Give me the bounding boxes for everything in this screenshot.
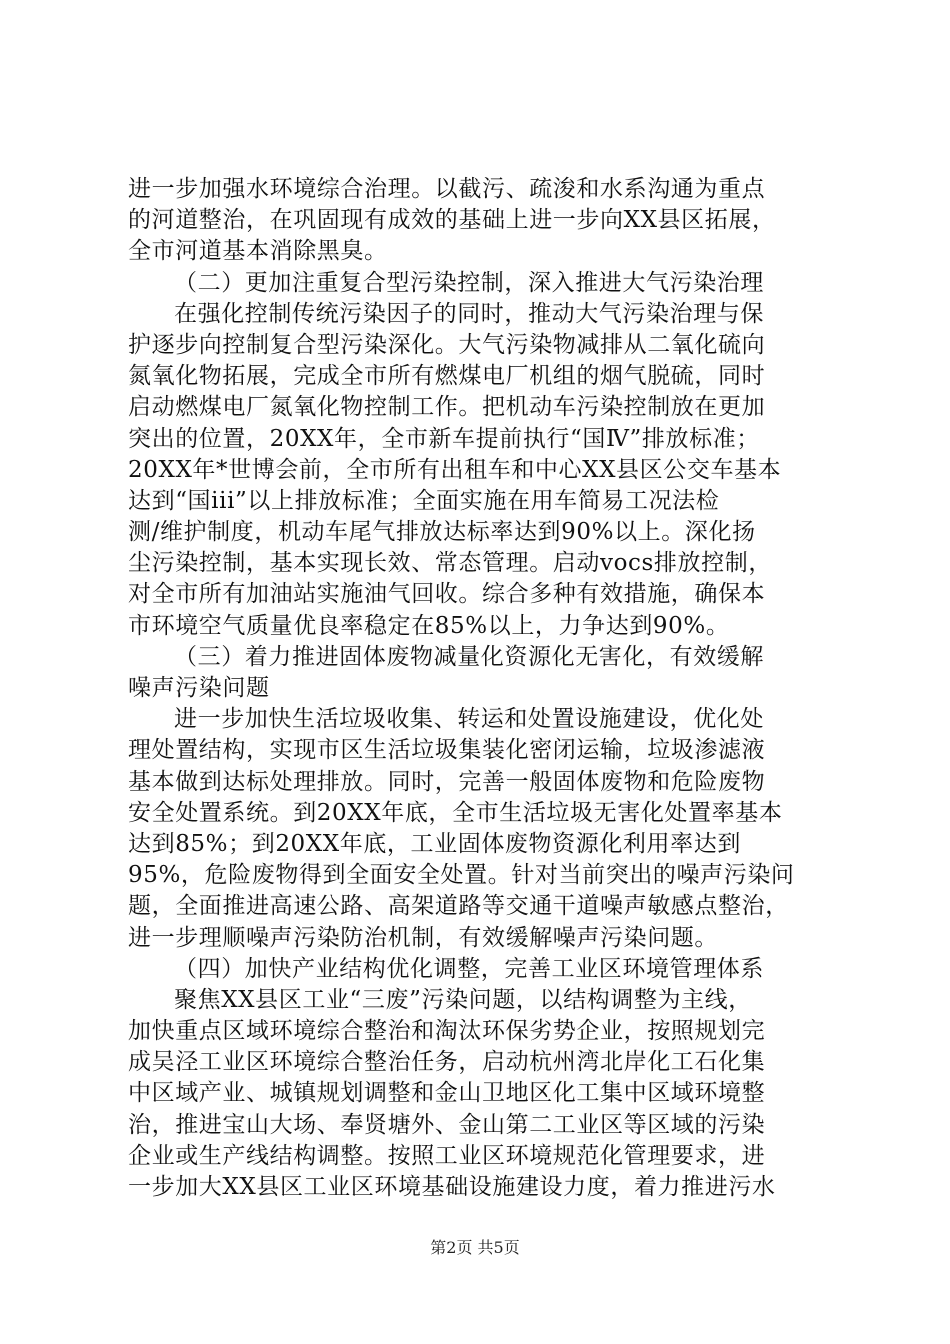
text-line: 测/维护制度，机动车尾气排放达标率达到90%以上。深化扬 (128, 519, 756, 546)
text-line: （三）着力推进固体废物减量化资源化无害化，有效缓解 (174, 643, 764, 670)
text-line: 加快重点区域环境综合整治和淘汰环保劣势企业，按照规划完 (128, 1018, 766, 1045)
text-line: 达到“国iii”以上排放标准；全面实施在用车简易工况法检 (128, 487, 720, 514)
text-line: 基本做到达标处理排放。同时，完善一般固体废物和危险废物 (128, 768, 766, 795)
text-line: 进一步加强水环境综合治理。以截污、疏浚和水系沟通为重点 (128, 176, 766, 202)
text-line: 聚焦XX县区工业“三废”污染问题，以结构调整为主线， (174, 986, 752, 1013)
text-line: 20XX年*世博会前，全市所有出租车和中心XX县区公交车基本 (128, 456, 782, 483)
text-line: （二）更加注重复合型污染控制，深入推进大气污染治理 (174, 269, 764, 296)
text-line: （四）加快产业结构优化调整，完善工业区环境管理体系 (174, 955, 764, 982)
text-line: 护逐步向控制复合型污染深化。大气污染物减排从二氧化硫向 (128, 331, 766, 358)
document-body (128, 174, 844, 1203)
text-line: 题，全面推进高速公路、高架道路等交通干道噪声敏感点整治， (128, 893, 789, 920)
text-line: 治，推进宝山大场、奉贤塘外、金山第二工业区等区域的污染 (128, 1111, 766, 1138)
text-line: 全市河道基本消除黑臭。 (128, 238, 388, 265)
text-line: 中区域产业、城镇规划调整和金山卫地区化工集中区域环境整 (128, 1080, 766, 1107)
page-footer (0, 1238, 950, 1258)
text-line: 进一步加快生活垃圾收集、转运和处置设施建设，优化处 (174, 706, 764, 733)
text-line: 成吴泾工业区环境综合整治任务，启动杭州湾北岸化工石化集 (128, 1049, 766, 1076)
text-line: 安全处置系统。到20XX年底，全市生活垃圾无害化处置率基本 (128, 799, 783, 826)
text-line: 达到85%；到20XX年底，工业固体废物资源化利用率达到 (128, 830, 741, 857)
text-line: 对全市所有加油站实施油气回收。综合多种有效措施，确保本 (128, 581, 766, 608)
page-number: 第2页 共5页 (430, 1238, 520, 1257)
text-line: 在强化控制传统污染因子的同时，推动大气污染治理与保 (174, 300, 764, 327)
text-line: 理处置结构，实现市区生活垃圾集装化密闭运输，垃圾渗滤液 (128, 737, 766, 764)
text-line: 市环境空气质量优良率稳定在85%以上，力争达到90%。 (128, 612, 730, 639)
text-line: 进一步理顺噪声污染防治机制，有效缓解噪声污染问题。 (128, 924, 718, 951)
text-line: 氮氧化物拓展，完成全市所有燃煤电厂机组的烟气脱硫，同时 (128, 363, 766, 390)
text-line: 噪声污染问题 (128, 675, 270, 701)
text-line: 企业或生产线结构调整。按照工业区环境规范化管理要求，进 (128, 1142, 766, 1169)
text-line: 一步加大XX县区工业区环境基础设施建设力度，着力推进污水 (128, 1174, 776, 1200)
text-line: 突出的位置，20XX年，全市新车提前执行“国Ⅳ”排放标准； (128, 425, 760, 452)
text-line: 95%，危险废物得到全面安全处置。针对当前突出的噪声污染问 (128, 862, 795, 889)
text-line: 的河道整治，在巩固现有成效的基础上进一步向XX县区拓展， (128, 207, 776, 234)
text-line: 启动燃煤电厂氮氧化物控制工作。把机动车污染控制放在更加 (128, 394, 766, 421)
text-line: 尘污染控制，基本实现长效、常态管理。启动vocs排放控制， (128, 550, 772, 577)
